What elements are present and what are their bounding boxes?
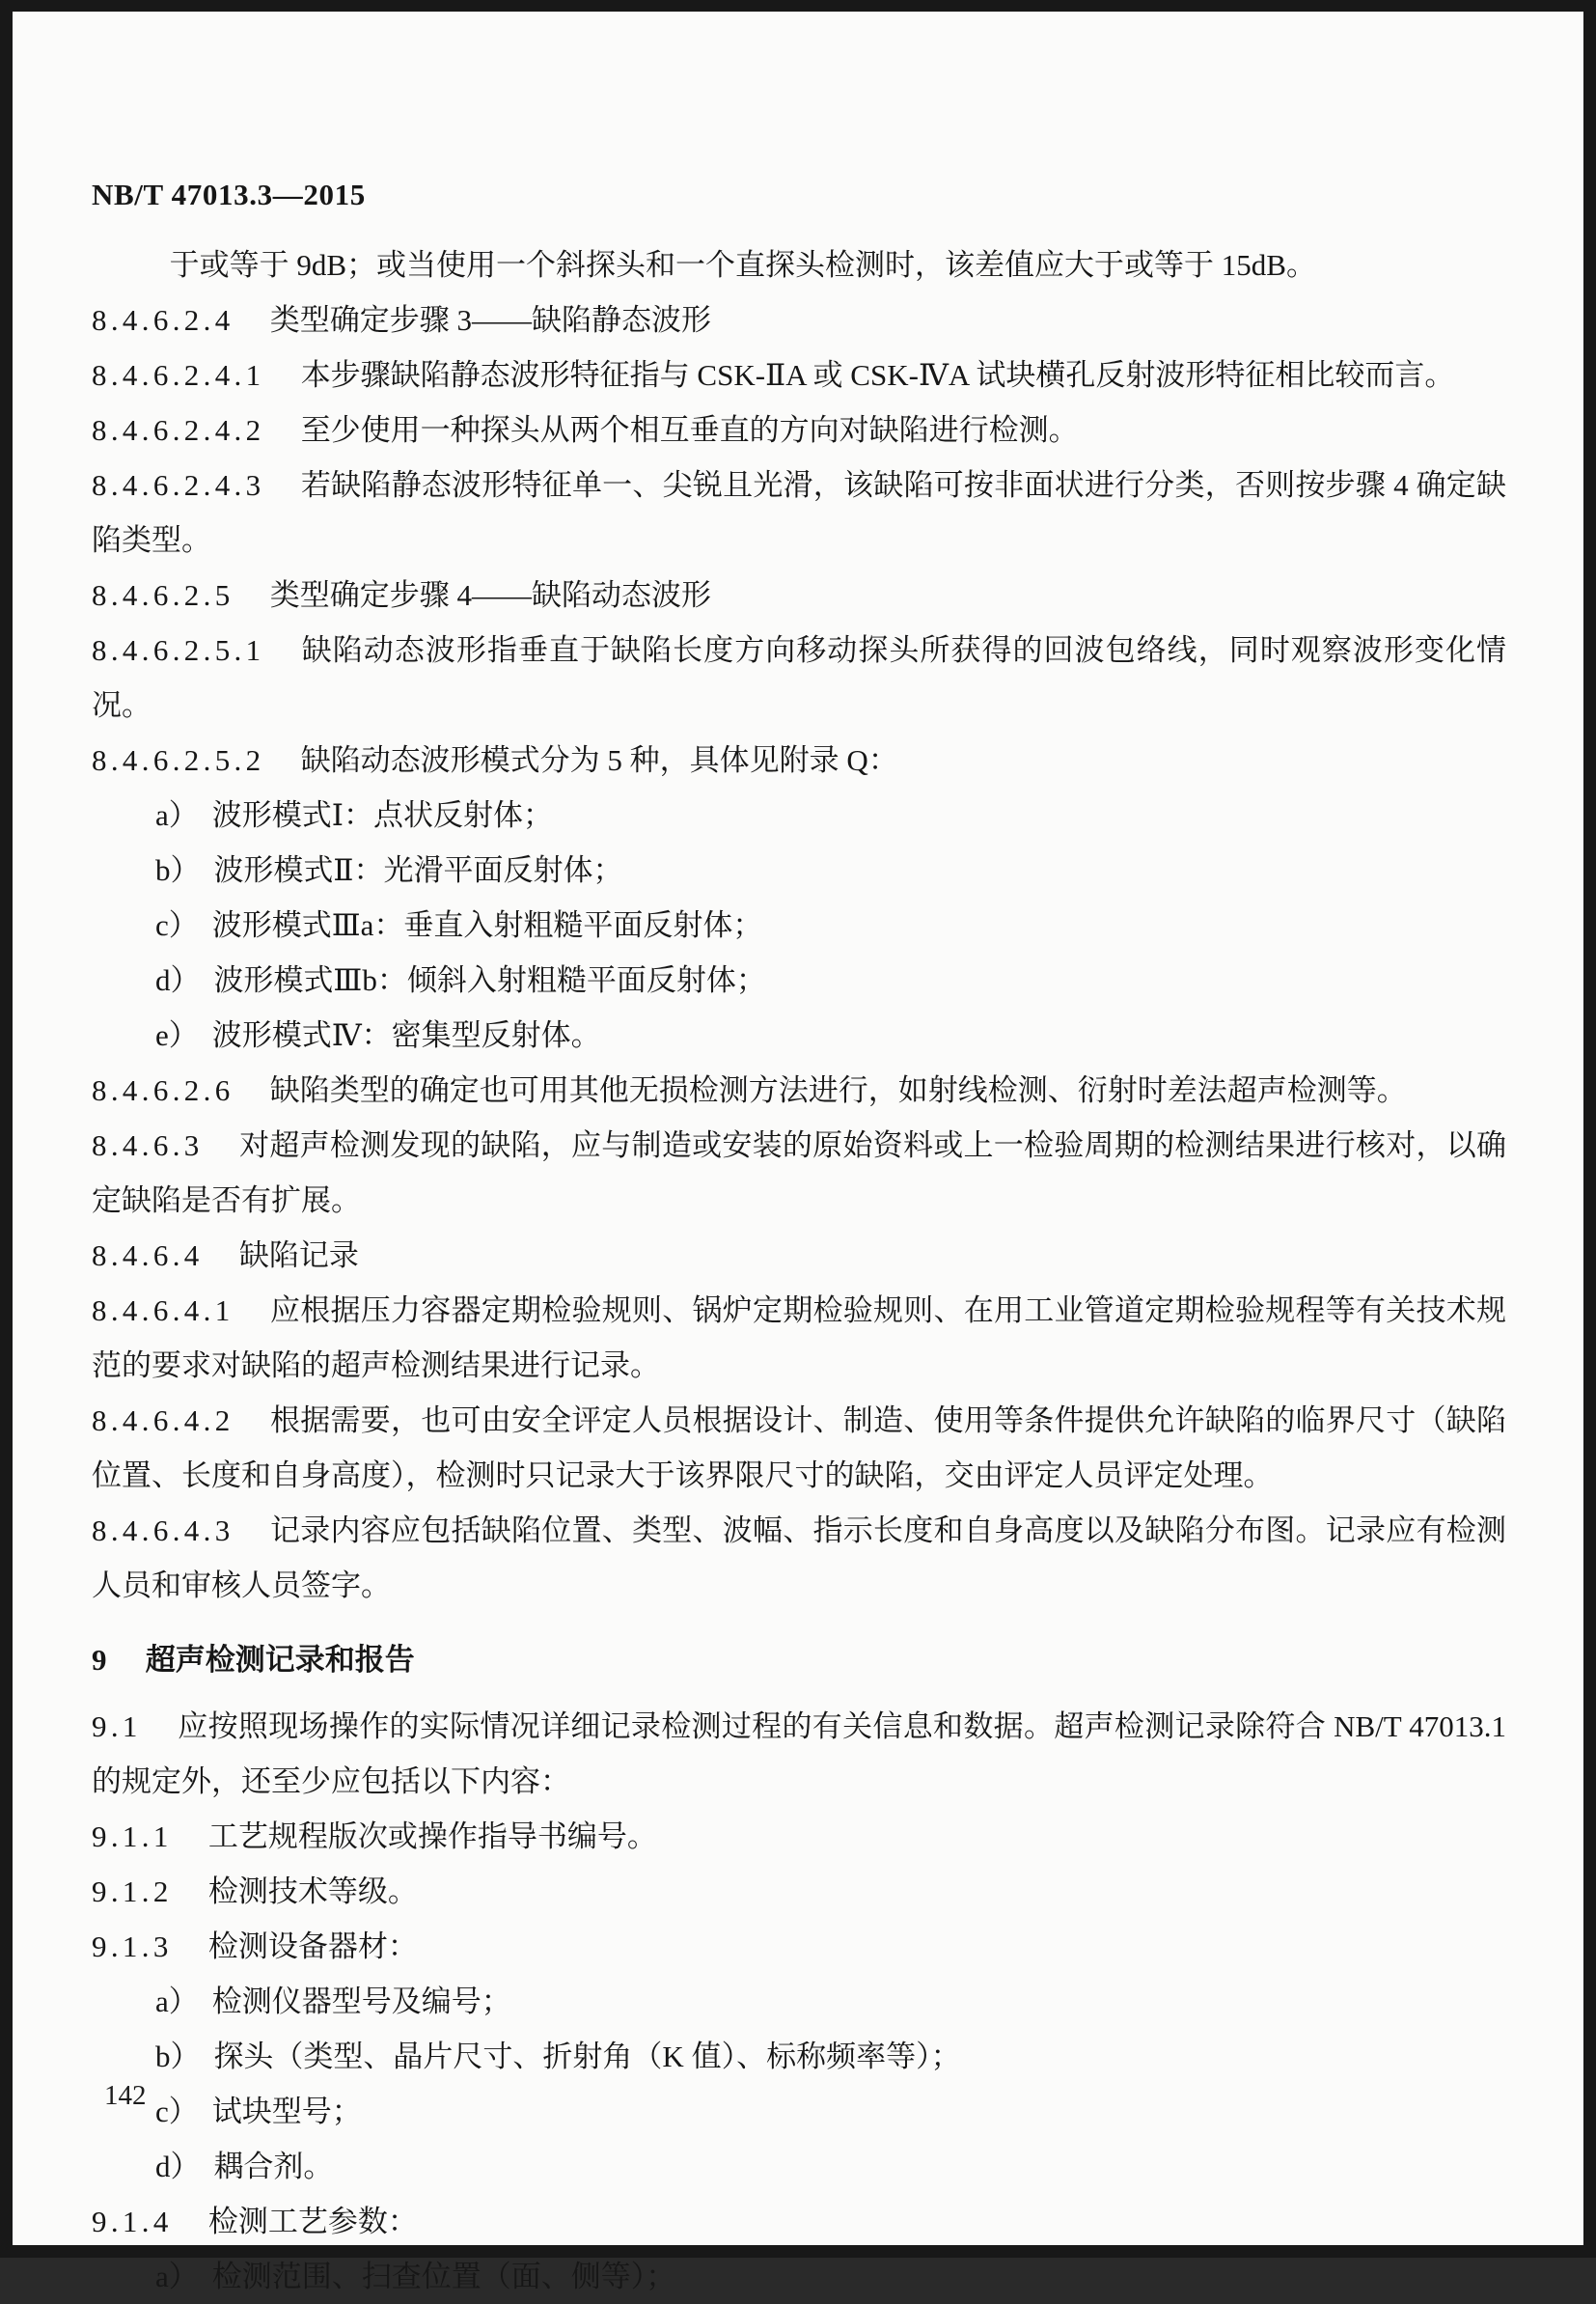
paragraph — [92, 1118, 1506, 1228]
paragraph-text: 本步骤缺陷静态波形特征指与 CSK-ⅡA 或 CSK-ⅣA 试块横孔反射波形特征相比较而言。 — [300, 358, 1455, 392]
paragraph — [92, 347, 1506, 403]
paragraph — [92, 733, 1506, 788]
paragraph-text: 应根据压力容器定期检验规则、锅炉定期检验规则、在用工业管道定期检验规程等有关技术规范的要求对缺陷的超声检测结果进行记录。 — [92, 1293, 1506, 1382]
clause-number: 8.4.6.4.2 — [92, 1403, 234, 1437]
clause-number: 8.4.6.3 — [92, 1128, 204, 1162]
clause-number: d） — [155, 963, 201, 997]
paragraph-text: 根据需要，也可由安全评定人员根据设计、制造、使用等条件提供允许缺陷的临界尺寸（缺陷位置、长度和自身高度），检测时只记录大于该界限尺寸的缺陷，交由评定人员评定处理。 — [92, 1403, 1506, 1492]
paragraph — [92, 2084, 1506, 2139]
clause-number: b） — [155, 853, 201, 887]
paragraph-text: 检测范围、扫查位置（面、侧等）； — [211, 2260, 676, 2293]
standard-number-header: NB/T 47013.3—2015 — [92, 178, 366, 211]
clause-number: 9.1.1 — [92, 1819, 173, 1853]
clause-number: 9.1.2 — [92, 1874, 173, 1908]
paragraph — [92, 1699, 1506, 1809]
clause-number: 8.4.6.2.5 — [92, 578, 234, 612]
paragraph — [92, 953, 1506, 1008]
paragraph — [92, 2194, 1506, 2249]
paragraph — [92, 1228, 1506, 1283]
paragraph-text: 缺陷类型的确定也可用其他无损检测方法进行，如射线检测、衍射时差法超声检测等。 — [269, 1073, 1407, 1107]
clause-number: a） — [155, 1985, 199, 2018]
paragraph — [92, 1632, 1506, 1687]
paragraph — [92, 2139, 1506, 2194]
clause-number: 8.4.6.2.4.3 — [92, 468, 265, 502]
paragraph — [92, 2249, 1506, 2304]
paragraph — [92, 403, 1506, 458]
clause-number: b） — [155, 2040, 201, 2073]
paragraph — [92, 1063, 1506, 1118]
paragraph-text: 检测技术等级。 — [207, 1874, 418, 1908]
paragraph — [92, 1864, 1506, 1919]
paragraph-text: 检测设备器材： — [207, 1929, 418, 1963]
clause-number: 8.4.6.4 — [92, 1238, 204, 1272]
clause-number: a） — [155, 2260, 199, 2293]
clause-number: d） — [155, 2150, 201, 2183]
paragraph — [92, 898, 1506, 953]
paragraph-text: 记录内容应包括缺陷位置、类型、波幅、指示长度和自身高度以及缺陷分布图。记录应有检测人员和审核人员签字。 — [92, 1513, 1506, 1602]
paragraph-text: 耦合剂。 — [213, 2150, 334, 2183]
paragraph — [92, 2029, 1506, 2084]
clause-number: 9.1.4 — [92, 2205, 173, 2238]
clause-number: c） — [155, 2095, 199, 2128]
paragraph-text: 缺陷记录 — [238, 1238, 359, 1272]
paragraph-text: 应按照现场操作的实际情况详细记录检测过程的有关信息和数据。超声检测记录除符合 NB/T 47013.1 的规定外，还至少应包括以下内容： — [92, 1709, 1506, 1798]
paragraph-text: 波形模式Ⅰ：点状反射体； — [211, 798, 553, 832]
paragraph-text: 波形模式Ⅲb：倾斜入射粗糙平面反射体； — [213, 963, 766, 997]
clause-number: 9.1.3 — [92, 1929, 173, 1963]
paragraph — [92, 1919, 1506, 1974]
paragraph — [92, 292, 1506, 347]
clause-number: 8.4.6.2.4.1 — [92, 358, 265, 392]
clause-number: e） — [155, 1018, 199, 1052]
paragraph — [92, 237, 1506, 292]
paragraph-text: 类型确定步骤 3——缺陷静态波形 — [269, 303, 711, 337]
clause-number: 8.4.6.4.1 — [92, 1293, 234, 1327]
paragraph — [92, 1503, 1506, 1613]
clause-number: 9 — [92, 1643, 107, 1677]
page-number: 142 — [104, 2080, 147, 2111]
paragraph-text: 波形模式Ⅱ：光滑平面反射体； — [213, 853, 623, 887]
paragraph-text: 波形模式Ⅲa：垂直入射粗糙平面反射体； — [211, 908, 763, 942]
paragraph — [92, 1283, 1506, 1393]
clause-number: 8.4.6.2.4.2 — [92, 413, 265, 447]
clause-number: 9.1 — [92, 1709, 142, 1743]
paragraph-text: 工艺规程版次或操作指导书编号。 — [207, 1819, 657, 1853]
paragraph-text: 类型确定步骤 4——缺陷动态波形 — [269, 578, 711, 612]
paragraph-text: 若缺陷静态波形特征单一、尖锐且光滑，该缺陷可按非面状进行分类，否则按步骤 4 确定缺陷类型。 — [92, 468, 1506, 557]
paragraph — [92, 1974, 1506, 2029]
paragraph — [92, 1008, 1506, 1063]
paragraph-text: 试块型号； — [211, 2095, 362, 2128]
clause-number: 8.4.6.2.5.2 — [92, 743, 265, 777]
paragraph-text: 超声检测记录和报告 — [145, 1643, 415, 1677]
paragraph — [92, 568, 1506, 623]
document-body — [92, 237, 1506, 2304]
paragraph — [92, 788, 1506, 843]
document-page — [13, 12, 1583, 2293]
paragraph — [92, 843, 1506, 898]
clause-number: 8.4.6.2.6 — [92, 1073, 234, 1107]
paragraph-text: 波形模式Ⅳ：密集型反射体。 — [211, 1018, 601, 1052]
clause-number: a） — [155, 798, 199, 832]
paragraph-text: 对超声检测发现的缺陷，应与制造或安装的原始资料或上一检验周期的检测结果进行核对，以确定缺陷是否有扩展。 — [92, 1128, 1506, 1217]
paragraph-text: 检测仪器型号及编号； — [211, 1985, 511, 2018]
paragraph-text: 探头（类型、晶片尺寸、折射角（K 值）、标称频率等）； — [213, 2040, 961, 2073]
clause-number: 8.4.6.4.3 — [92, 1513, 234, 1547]
paragraph-text: 至少使用一种探头从两个相互垂直的方向对缺陷进行检测。 — [300, 413, 1079, 447]
paragraph-text: 缺陷动态波形模式分为 5 种，具体见附录 Q： — [300, 743, 898, 777]
paragraph-text: 于或等于 9dB；或当使用一个斜探头和一个直探头检测时，该差值应大于或等于 15dB。 — [169, 248, 1316, 282]
paragraph — [92, 1393, 1506, 1503]
paragraph — [92, 623, 1506, 733]
paragraph-text: 检测工艺参数： — [207, 2205, 418, 2238]
paragraph — [92, 1809, 1506, 1864]
paragraph — [92, 458, 1506, 568]
clause-number: 8.4.6.2.5.1 — [92, 633, 265, 667]
page-content — [92, 12, 1506, 2304]
paragraph-text: 缺陷动态波形指垂直于缺陷长度方向移动探头所获得的回波包络线，同时观察波形变化情况。 — [92, 633, 1506, 722]
clause-number: c） — [155, 908, 199, 942]
clause-number: 8.4.6.2.4 — [92, 303, 234, 337]
